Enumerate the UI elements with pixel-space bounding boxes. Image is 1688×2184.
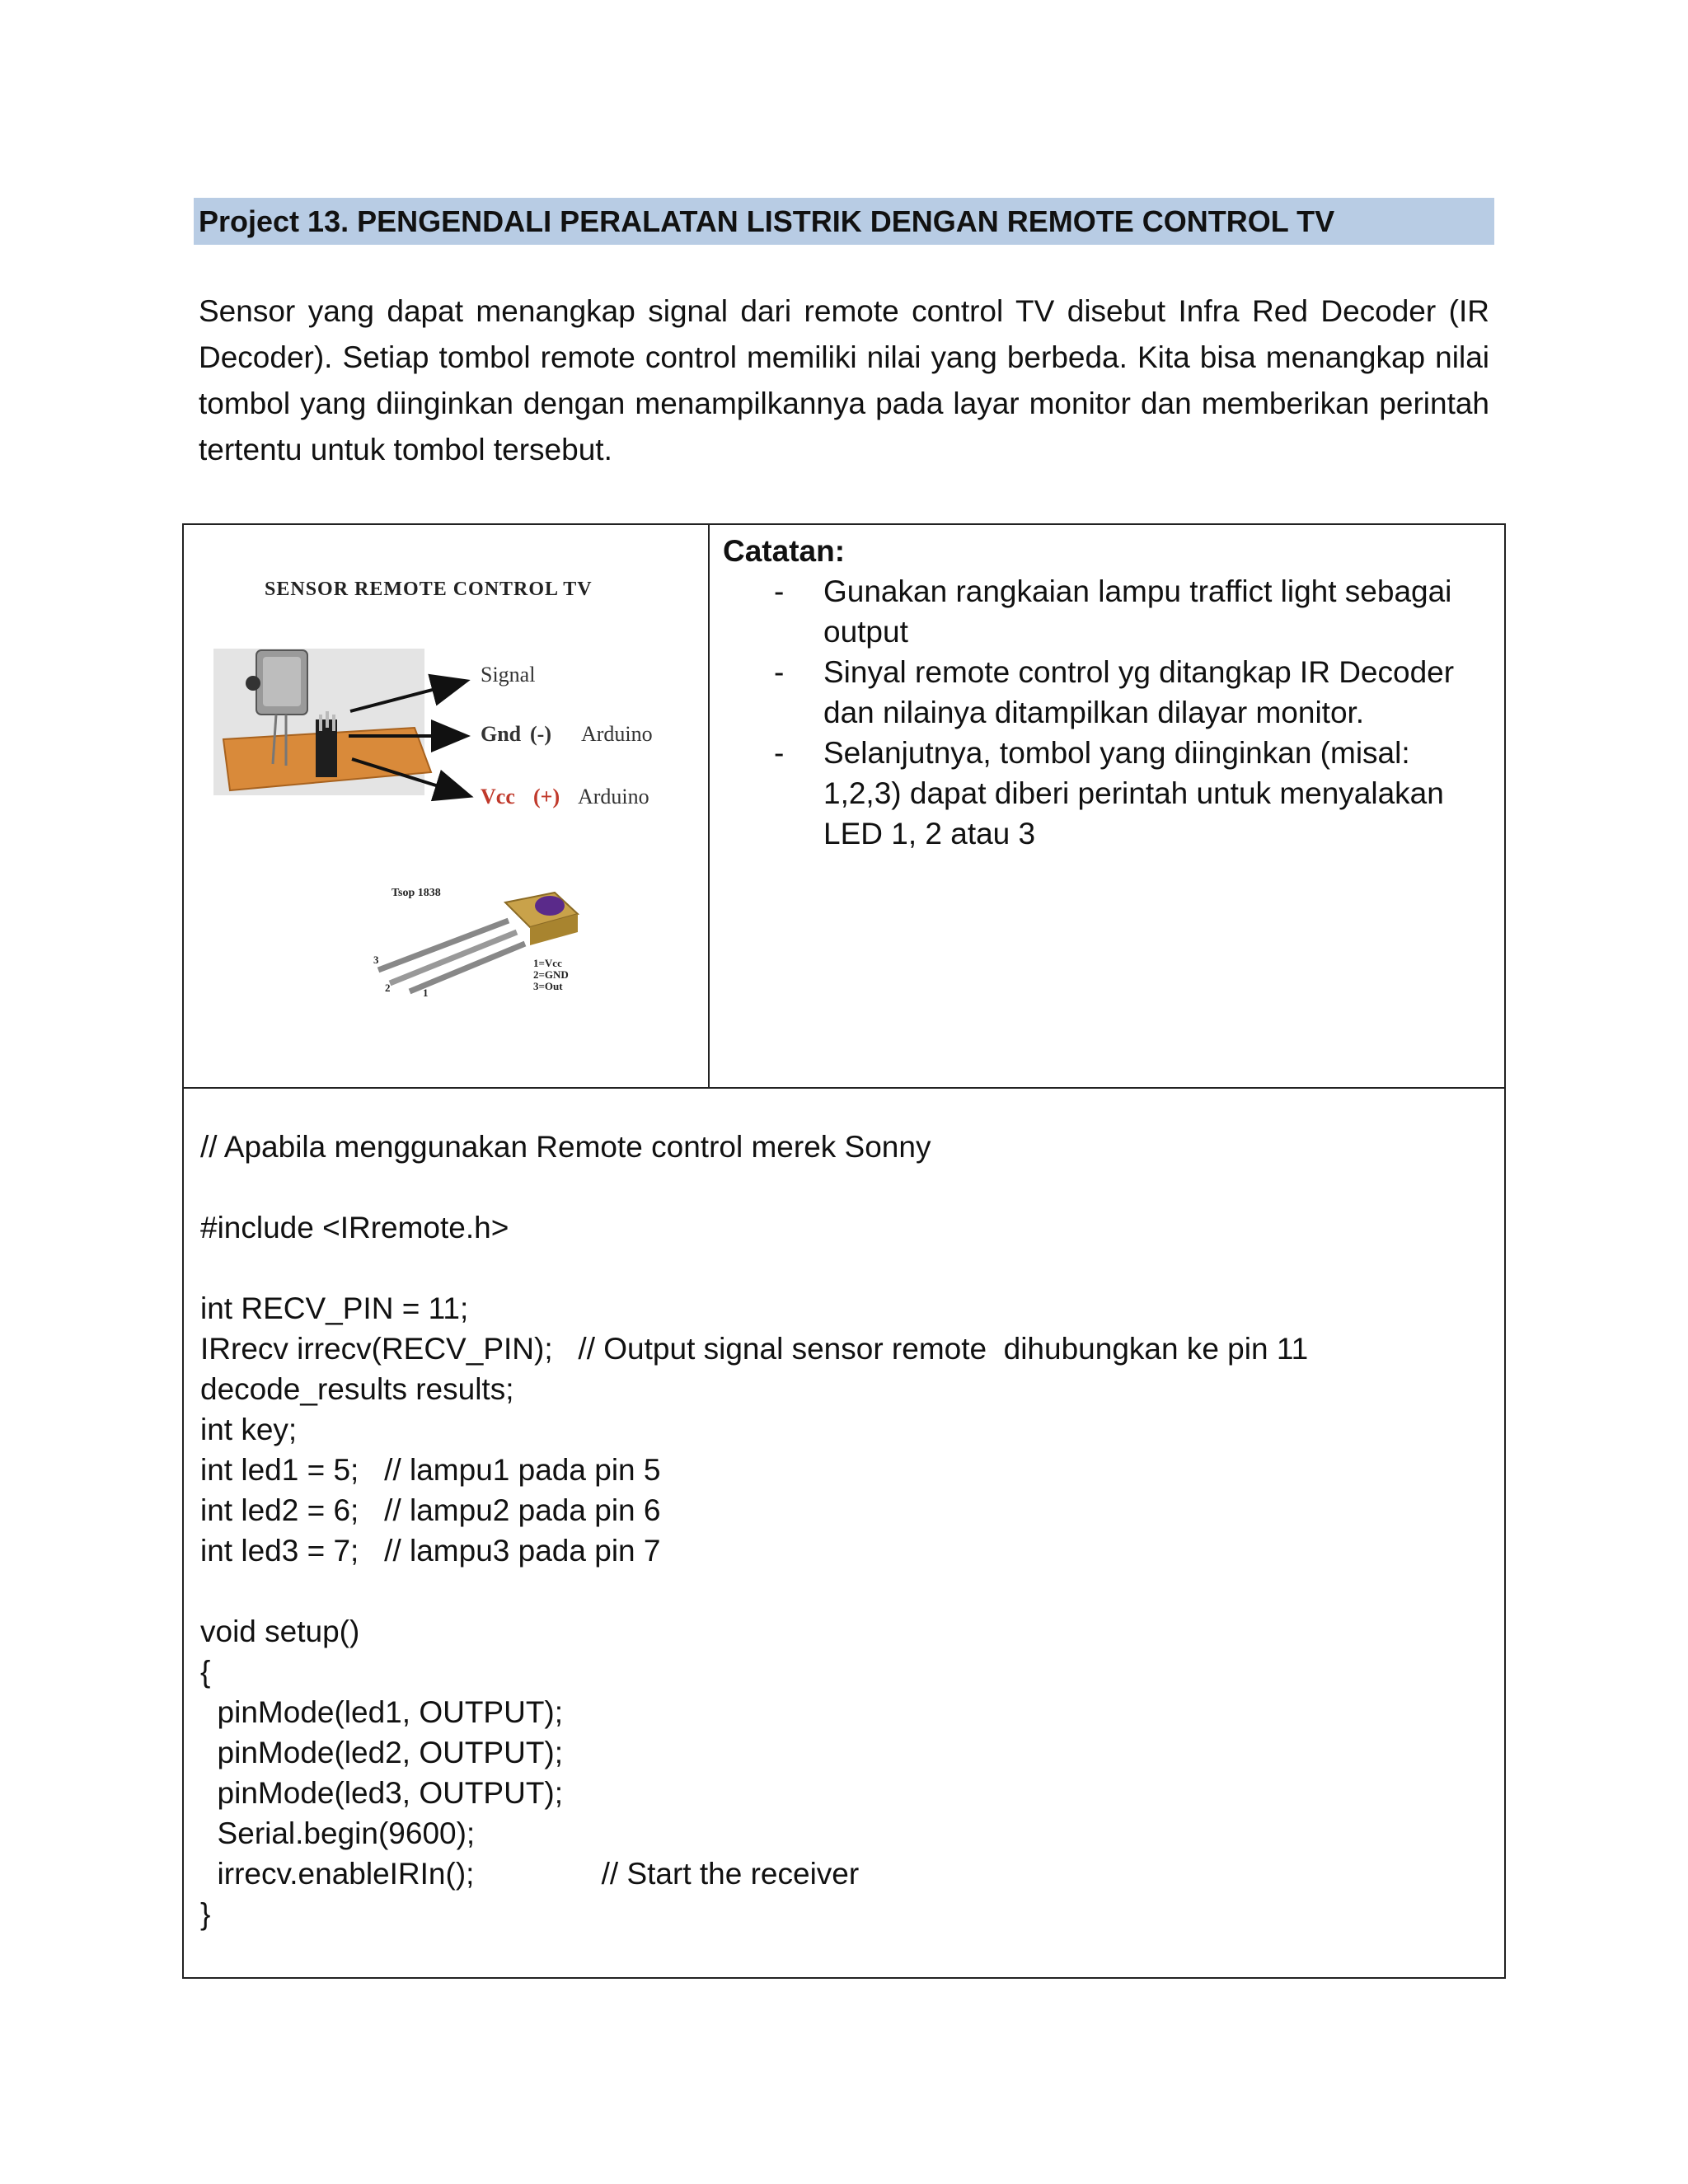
sensor-figure-cell xyxy=(184,525,708,1087)
code-line: int RECV_PIN = 11; xyxy=(200,1291,469,1325)
notes-list xyxy=(723,571,1481,854)
code-line: pinMode(led3, OUTPUT); xyxy=(200,1776,564,1810)
intro-paragraph: Sensor yang dapat menangkap signal dari remote control TV disebut Infra Red Decoder (IR Decoder). Setiap tombol remote control memiliki nilai yang berbeda. Kita bisa menangkap nilai tombol yang diinginkan dengan menampilkannya pada layar monitor dan memberikan perintah tertentu untuk tombol tersebut. xyxy=(199,294,1489,466)
pin-number-2: 2 xyxy=(385,982,391,994)
note-line: Gunakan rangkaian lampu traffict light sebagai xyxy=(823,574,1452,608)
note-item-3-cont xyxy=(723,813,1481,854)
label-vcc: Vcc xyxy=(481,785,515,808)
pin-legend-3: 3=Out xyxy=(533,980,563,992)
note-item-3 xyxy=(723,733,1481,773)
code-line xyxy=(200,1248,1486,1288)
code-line: int led2 = 6; // lampu2 pada pin 6 xyxy=(200,1493,661,1527)
notes-cell xyxy=(723,525,1481,854)
code-line: { xyxy=(200,1655,211,1689)
code-block xyxy=(200,1127,1486,1934)
note-item-1-cont xyxy=(723,612,1481,652)
tsop-lens xyxy=(535,896,565,916)
note-line: output xyxy=(823,615,908,649)
pin-legend-1: 1=Vcc xyxy=(533,957,562,969)
code-line: int led3 = 7; // lampu3 pada pin 7 xyxy=(200,1534,661,1568)
code-line: pinMode(led2, OUTPUT); xyxy=(200,1736,564,1769)
ir-receiver-lens xyxy=(246,676,260,691)
code-line: int key; xyxy=(200,1413,298,1446)
note-line: Selanjutnya, tombol yang diinginkan (misal: xyxy=(823,736,1410,770)
pin-number-3: 3 xyxy=(373,954,379,966)
note-item-2 xyxy=(723,652,1481,692)
code-line: pinMode(led1, OUTPUT); xyxy=(200,1695,564,1729)
note-item-2-cont xyxy=(723,692,1481,733)
pin-legend-2: 2=GND xyxy=(533,968,569,981)
code-line: decode_results results; xyxy=(200,1372,514,1406)
page-title: Project 13. PENGENDALI PERALATAN LISTRIK DENGAN REMOTE CONTROL TV xyxy=(194,198,1494,245)
header-pin xyxy=(326,711,329,728)
label-signal: Signal xyxy=(481,663,536,687)
label-gnd-arduino: Arduino xyxy=(581,722,653,746)
code-line: IRrecv irrecv(RECV_PIN); // Output signal sensor remote dihubungkan ke pin 11 xyxy=(200,1332,1309,1366)
note-line: 1,2,3) dapat diberi perintah untuk menyalakan xyxy=(823,776,1444,810)
note-item-3-cont xyxy=(723,773,1481,813)
note-line: dan nilainya ditampilkan dilayar monitor. xyxy=(823,696,1365,729)
code-line: #include <IRremote.h> xyxy=(200,1211,509,1244)
code-line: irrecv.enableIRIn(); // Start the receiver xyxy=(200,1857,860,1891)
code-line xyxy=(200,1167,1486,1207)
header-pin xyxy=(319,715,322,731)
label-gnd-sign: (-) xyxy=(530,722,551,746)
label-vcc-arduino: Arduino xyxy=(578,785,649,808)
code-line: void setup() xyxy=(200,1615,360,1648)
sensor-diagram xyxy=(184,525,708,1087)
tsop-label: Tsop 1838 xyxy=(392,887,441,899)
header-pin xyxy=(332,715,335,731)
code-line: Serial.begin(9600); xyxy=(200,1816,476,1850)
diagram-heading: SENSOR REMOTE CONTROL TV xyxy=(265,579,593,600)
note-line: Sinyal remote control yg ditangkap IR Decoder xyxy=(823,655,1455,689)
row-divider xyxy=(184,1087,1504,1089)
column-divider xyxy=(708,525,710,1087)
note-line: LED 1, 2 atau 3 xyxy=(823,817,1036,851)
code-line xyxy=(200,1571,1486,1611)
label-gnd: Gnd xyxy=(481,722,522,746)
notes-title: Catatan: xyxy=(723,534,846,568)
note-dash: - xyxy=(774,655,785,689)
pin-number-1: 1 xyxy=(423,987,429,999)
ir-receiver-face xyxy=(263,657,301,706)
code-line: } xyxy=(200,1897,211,1931)
code-line: int led1 = 5; // lampu1 pada pin 5 xyxy=(200,1453,661,1487)
note-dash: - xyxy=(774,736,785,770)
code-line: // Apabila menggunakan Remote control merek Sonny xyxy=(200,1130,931,1164)
label-vcc-sign: (+) xyxy=(533,785,560,808)
note-item-1 xyxy=(723,571,1481,612)
note-dash: - xyxy=(774,574,785,608)
content-table xyxy=(182,523,1506,1979)
